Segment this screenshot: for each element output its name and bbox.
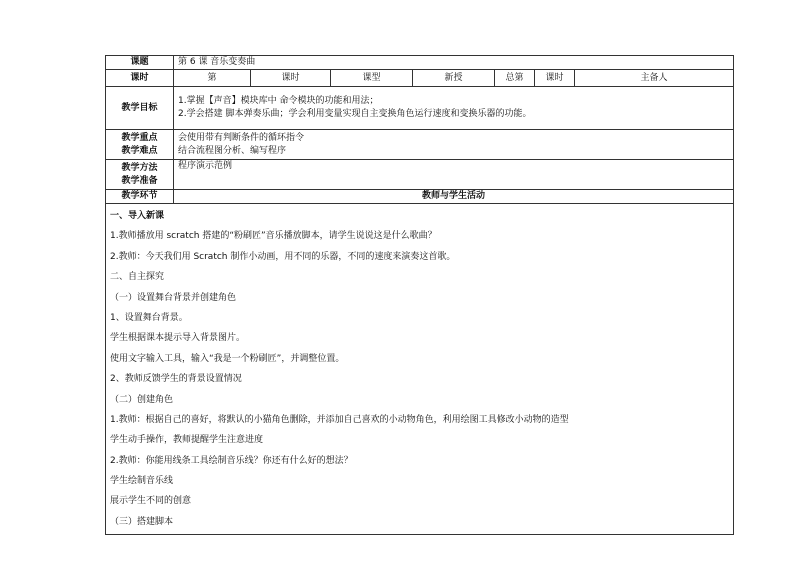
content-line: （三）搭建脚本 [110,516,174,527]
total-label: 总第 [495,70,535,87]
content-line: （二）创建角色 [110,394,174,405]
content-row [106,204,734,535]
period-label: 课时 [106,70,174,87]
process-row [106,190,734,204]
lesson-plan-table [105,55,734,535]
focus-row [106,130,734,160]
content-line: 1.教师：根据自己的喜好，将默认的小猫角色删除，并添加自己喜欢的小动物角色，利用绘图工具修改小动物的造型 [110,414,569,425]
content-line: 学生根据课本提示导入背景图片。 [110,333,246,344]
content-line: 2、教师反馈学生的背景设置情况 [110,374,242,385]
content-line: 一、导入新课 [110,211,165,221]
method-label-a: 教学方法 [121,162,158,173]
goals-value [174,87,734,130]
process-label: 教学环节 [106,190,174,204]
goals-label: 教学目标 [106,87,174,130]
content-cell [106,204,734,535]
total-unit: 课时 [535,70,575,87]
focus-value-b: 结合流程图分析、编写程序 [178,145,287,156]
type-label: 课型 [331,70,413,87]
content-line: 1.教师播放用 scratch 搭建的“粉刷匠”音乐播放脚本，请学生说说这是什么歌曲？ [110,231,437,242]
period-value-a: 第 [174,70,251,87]
focus-labels [106,130,174,160]
topic-value: 第 6 课 音乐变奏曲 [174,56,734,70]
goals-row [106,87,734,130]
method-values [174,160,734,190]
process-title: 教师与学生活动 [174,190,734,204]
goal-item-1: 1.掌握【声音】模块库中 命令模块的功能和用法； [178,96,379,106]
topic-label: 课题 [106,56,174,70]
period-row [106,70,734,87]
method-labels [106,160,174,190]
content-line: 使用文字输入工具，输入“我是一个粉刷匠”，并调整位置。 [110,353,345,364]
content-line: 二、自主探究 [110,272,165,283]
content-line: 学生动手操作，教师提醒学生注意进度 [110,435,264,446]
content-line: 展示学生不同的创意 [110,496,192,507]
content-line: 2.教师：今天我们用 Scratch 制作小动画，用不同的乐器，不同的速度来演奏这首歌。 [110,251,456,262]
topic-row [106,56,734,70]
goal-item-2: 2.学会搭建 脚本弹奏乐曲；学会利用变量实现自主变换角色运行速度和变换乐器的功能。 [178,109,532,119]
type-value: 新授 [413,70,495,87]
content-line: 1、设置舞台背景。 [110,312,188,323]
method-value-a: 程序演示范例 [178,161,233,171]
method-row [106,160,734,190]
focus-label-b: 教学难点 [121,145,158,156]
focus-label-a: 教学重点 [121,132,158,143]
content-line: 学生绘制音乐线 [110,476,174,487]
focus-values [174,130,734,160]
preparer-label: 主备人 [575,70,734,87]
content-line: 2.教师：你能用线条工具绘制音乐线？你还有什么好的想法？ [110,455,353,466]
content-line: （一）设置舞台背景并创建角色 [110,292,237,303]
period-value-b: 课时 [251,70,331,87]
focus-value-a: 会使用带有判断条件的循环指令 [178,132,305,143]
method-label-b: 教学准备 [121,175,158,186]
